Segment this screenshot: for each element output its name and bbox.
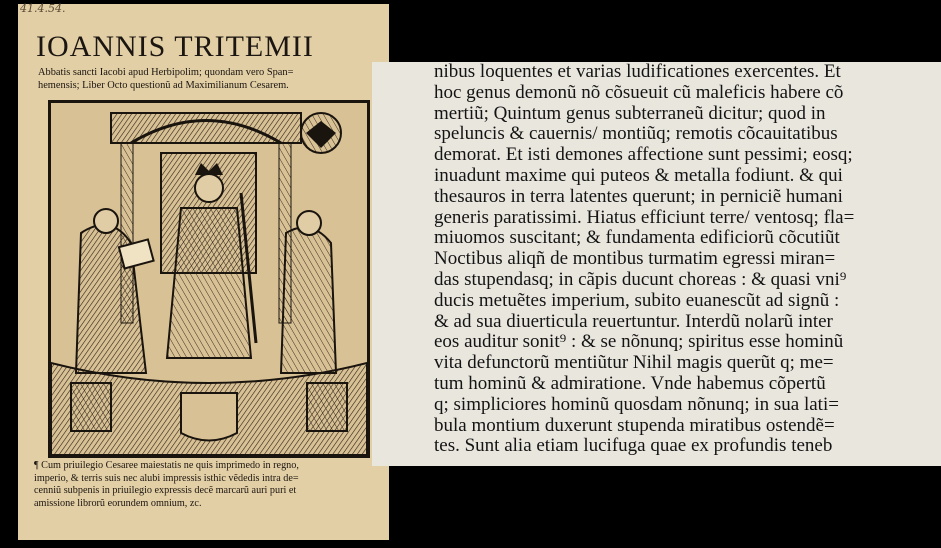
privilege-line: cenniũ subpenis in priuilegio expressis decẽ marcarũ auri puri et xyxy=(34,485,297,496)
subtitle xyxy=(38,66,378,92)
text-line: hoc genus demonũ nõ cõsueuit cũ maleficis habere cõ xyxy=(434,81,844,103)
text-page xyxy=(372,62,941,466)
text-line: inuadunt maxime qui puteos & metalla fodiunt. & qui xyxy=(434,164,843,186)
text-line: nibus loquentes et varias ludificationes exercentes. Et xyxy=(434,62,841,82)
body-text xyxy=(434,62,939,457)
text-line: vita defunctorũ mentiũtur Nihil magis querũt q; me= xyxy=(434,352,834,374)
text-line: q; simpliciores hominũ quosdam nõnunq; in sua lati= xyxy=(434,393,839,415)
text-line: ducis metuẽtes imperium, subito euanescũt ad signũ : xyxy=(434,289,840,311)
subtitle-line: hemensis; Liber Octo questionũ ad Maximilianum Cesarem. xyxy=(38,80,289,91)
text-line: Noctibus aliqñ de montibus turmatim egressi miran= xyxy=(434,248,836,270)
privilege-text xyxy=(34,460,380,510)
text-line: & ad sua diuerticula reuertuntur. Interdũ nolarũ inter xyxy=(434,310,833,332)
text-line: tum hominũ & admiratione. Vnde habemus cõpertũ xyxy=(434,372,826,394)
privilege-line: ¶ Cum priuilegio Cesaree maiestatis ne quis imprimedo in regno, xyxy=(34,460,299,471)
text-line: demorat. Et isti demones affectione sunt pessimi; eosq; xyxy=(434,144,853,166)
privilege-line: amissione librorũ eorundem omnium, zc. xyxy=(34,497,202,509)
subtitle-line: Abbatis sancti Iacobi apud Herbipolim; quondam vero Span= xyxy=(38,67,294,78)
woodcut-drawing xyxy=(51,103,367,455)
woodcut-illustration xyxy=(48,100,370,458)
text-line: tes. Sunt alia etiam lucifuga quae ex profundis teneb xyxy=(434,435,833,457)
text-line: miuomos suscitant; & fundamenta edificiorũ cõcutiũt xyxy=(434,227,840,249)
text-line: speluncis & cauernis/ montiũq; remotis cõcauitatibus xyxy=(434,123,838,145)
privilege-line: imperio, & terris suis nec alubi impressis isthic vẽdedis intra de= xyxy=(34,472,299,484)
text-line: mertiũ; Quintum genus subterraneũ dicitur; quod in xyxy=(434,102,826,124)
text-line: generis paratissimi. Hiatus efficiunt terre/ ventosq; fla= xyxy=(434,206,855,228)
title-page xyxy=(18,4,389,540)
shelfmark: 41.4.54. xyxy=(20,2,66,15)
text-line: thesauros in terra latentes querunt; in perniciẽ humani xyxy=(434,185,843,207)
text-line: eos auditur sonit⁹ : & se nõnunq; spiritus esse hominũ xyxy=(434,331,844,353)
text-line: das stupendasq; in cãpis ducunt choreas : & quasi vni⁹ xyxy=(434,268,847,290)
text-line: bula montium duxerunt stupenda miratibus ostendẽ= xyxy=(434,414,835,436)
book-title: IOANNIS TRITEMII xyxy=(36,30,314,63)
